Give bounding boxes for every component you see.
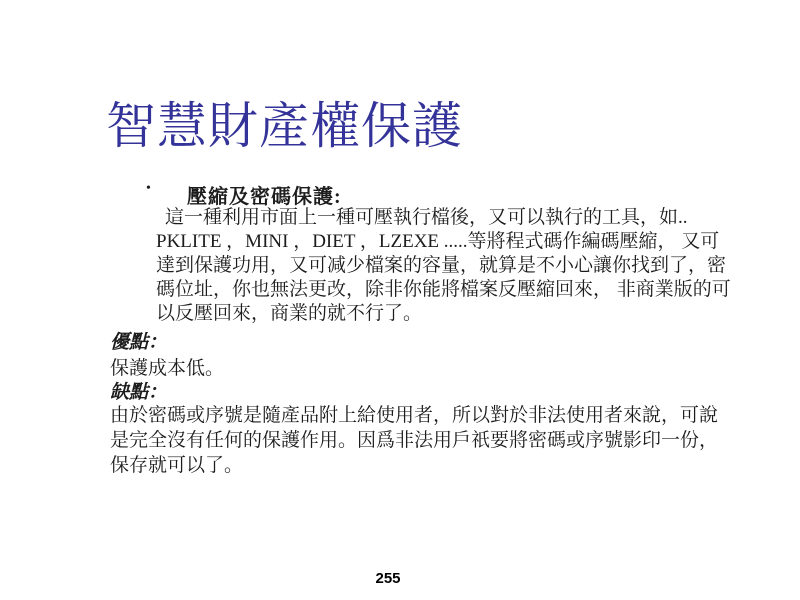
body-line: 由於密碼或序號是隨產品附上給使用者，所以對於非法使用者來說，可說 [110, 405, 719, 426]
page-number: 255 [375, 570, 401, 587]
body-line: 達到保護功用，又可减少檔案的容量，就算是不小心讓你找到了，密 [156, 255, 727, 276]
pros-label: 優點： [110, 332, 168, 353]
slide-title: 智慧財產權保護 [106, 98, 463, 154]
body-line: 這一種利用市面上一種可壓執行檔後，又可以執行的工具，如.. [165, 207, 688, 228]
body-line: 保存就可以了。 [110, 455, 244, 476]
bullet-body-paragraph [156, 206, 731, 326]
cons-label: 缺點： [110, 382, 168, 403]
body-line: 以反壓回來，商業的就不行了。 [156, 303, 423, 324]
cons-paragraph [110, 403, 718, 478]
bullet-icon: • [146, 181, 151, 196]
pros-text: 保護成本低。 [110, 358, 225, 379]
bullet-heading: 壓縮及密碼保護: [187, 186, 342, 208]
body-line: PKLITE ，MINI ，DIET ，LZEXE .....等將程式碼作編碼壓縮， 又可 [156, 231, 720, 252]
body-line: 碼位址，你也無法更改，除非你能將檔案反壓縮回來， 非商業版的可 [156, 279, 731, 300]
body-line: 是完全沒有任何的保護作用。因爲非法用戶祇要將密碼或序號影印一份， [110, 430, 719, 451]
